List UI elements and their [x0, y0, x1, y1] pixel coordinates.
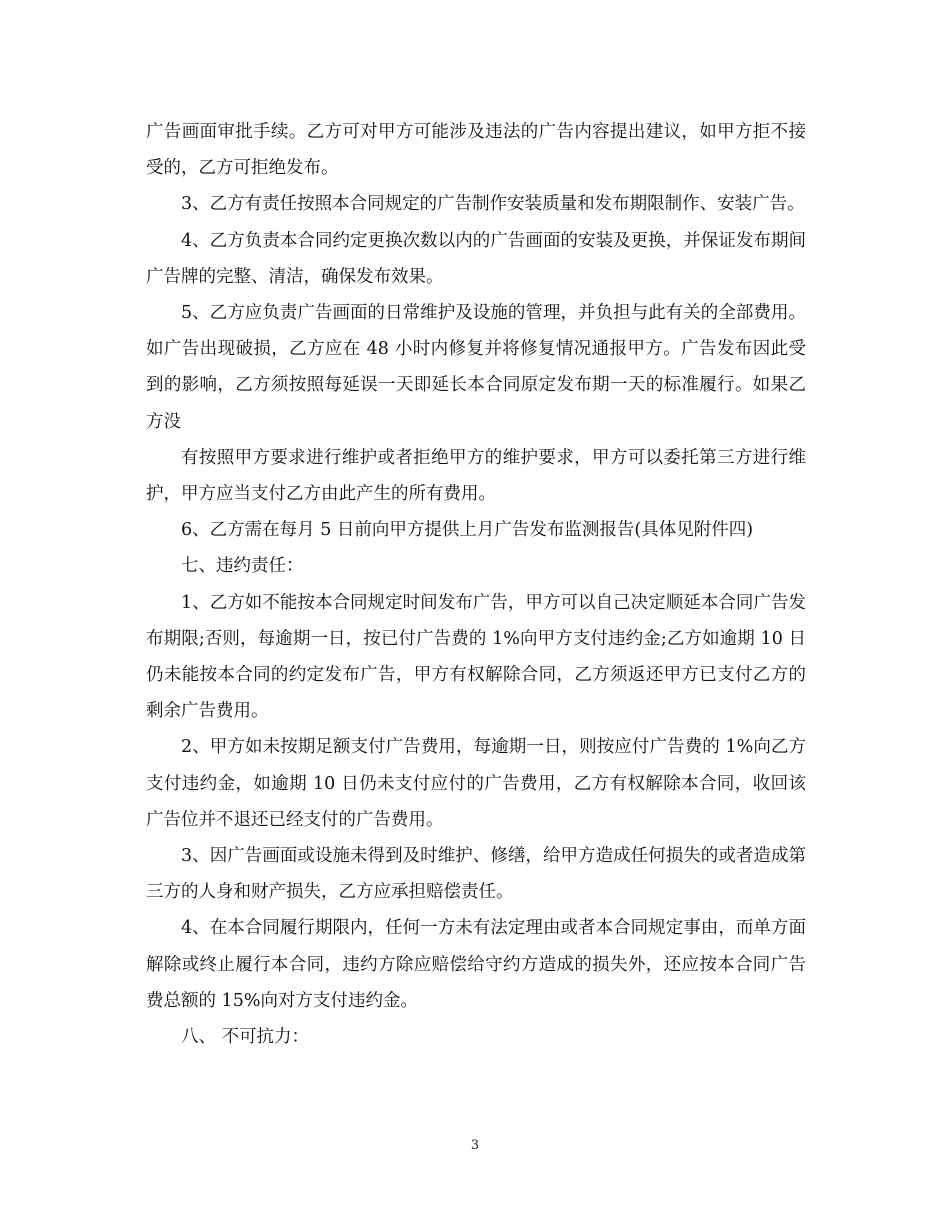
paragraph: 3、因广告画面或设施未得到及时维护、修缮，给甲方造成任何损失的或者造成第三方的人身和财产损失，乙方应承担赔偿责任。: [146, 846, 806, 903]
section-heading: 七、违约责任：: [181, 556, 304, 577]
paragraph: 5、乙方应负责广告画面的日常维护及设施的管理，并负担与此有关的全部费用。如广告出现破损，乙方应在 48 小时内修复并将修复情况通报甲方。广告发布因此受到的影响，乙方须按照每延误一天即延长本合同原定发布期一天的标准履行。如果乙方没: [146, 303, 806, 432]
page-number: 3: [470, 1138, 480, 1153]
paragraph: 广告画面审批手续。乙方可对甲方可能涉及违法的广告内容提出建议，如甲方拒不接受的，乙方可拒绝发布。: [146, 122, 806, 179]
paragraph: 1、乙方如不能按本合同规定时间发布广告，甲方可以自己决定顺延本合同广告发布期限;否则，每逾期一日，按已付广告费的 1%向甲方支付违约金;乙方如逾期 10 日仍未能按本合同的约定发布广告，甲方有权解除合同，乙方须返还甲方已支付乙方的剩余广告费用。: [146, 592, 806, 722]
body-text: [146, 114, 806, 1055]
section-heading: 八、 不可抗力：: [181, 1027, 310, 1048]
paragraph: 4、在本合同履行期限内，任何一方未有法定理由或者本合同规定事由，而单方面解除或终止履行本合同，违约方除应赔偿给守约方造成的损失外，还应按本合同广告费总额的 15%向对方支付违约金。: [146, 918, 806, 1011]
paragraph: 3、乙方有责任按照本合同规定的广告制作安装质量和发布期限制作、安装广告。: [181, 194, 805, 215]
paragraph: 4、乙方负责本合同约定更换次数以内的广告画面的安装及更换，并保证发布期间广告牌的完整、清洁，确保发布效果。: [146, 230, 806, 287]
paragraph: 6、乙方需在每月 5 日前向甲方提供上月广告发布监测报告(具体见附件四): [181, 520, 754, 541]
paragraph: 2、甲方如未按期足额支付广告费用，每逾期一日，则按应付广告费的 1%向乙方支付违约金，如逾期 10 日仍未支付应付的广告费用，乙方有权解除本合同，收回该广告位并不退还已经支付的广告费用。: [146, 737, 806, 830]
paragraph: 有按照甲方要求进行维护或者拒绝甲方的维护要求，甲方可以委托第三方进行维护，甲方应当支付乙方由此产生的所有费用。: [146, 447, 806, 505]
